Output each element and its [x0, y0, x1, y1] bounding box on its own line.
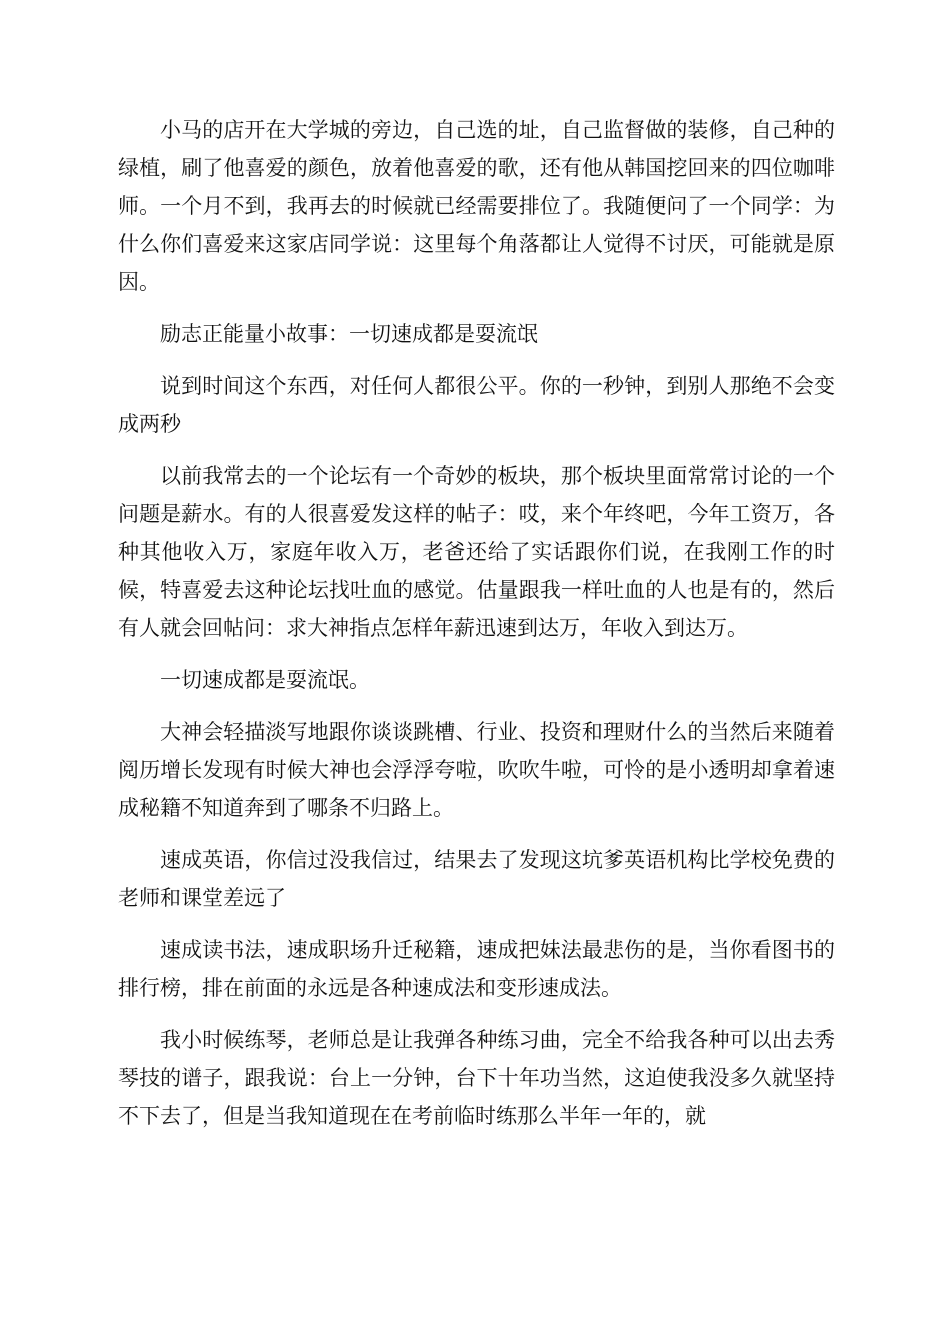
paragraph-shortcut-statement: 一切速成都是耍流氓。 [160, 668, 370, 692]
paragraph-quick-methods: 速成读书法，速成职场升迁秘籍，速成把妹法最悲伤的是，当你看图书的排行榜，排在前面的永远是各种速成法和变形速成法。 [118, 938, 835, 1000]
paragraph-experts: 大神会轻描淡写地跟你谈谈跳槽、行业、投资和理财什么的当然后来随着阅历增长发现有时候大神也会浮浮夸啦，吹吹牛啦，可怜的是小透明却拿着速成秘籍不知道奔到了哪条不归路上。 [118, 720, 835, 820]
paragraph-section-heading: 励志正能量小故事：一切速成都是耍流氓 [160, 322, 538, 346]
paragraph-shop-story: 小马的店开在大学城的旁边，自己选的址，自己监督做的装修，自己种的绿植，刷了他喜爱的颜色，放着他喜爱的歌，还有他从韩国挖回来的四位咖啡师。一个月不到，我再去的时候就已经需要排位了。我随便问了一个同学：为什么你们喜爱来这家店同学说：这里每个角落都让人觉得不讨厌，可能就是原因。 [118, 118, 835, 294]
paragraph-quick-english: 速成英语，你信过没我信过，结果去了发现这坑爹英语机构比学校免费的老师和课堂差远了 [118, 848, 835, 910]
document-body [118, 111, 835, 1135]
paragraph-piano-practice: 我小时候练琴，老师总是让我弹各种练习曲，完全不给我各种可以出去秀琴技的谱子，跟我说：台上一分钟，台下十年功当然，这迫使我没多久就坚持不下去了，但是当我知道现在在考前临时练那么半年一年的，就 [118, 1028, 835, 1128]
paragraph-forum-salary: 以前我常去的一个论坛有一个奇妙的板块，那个板块里面常常讨论的一个问题是薪水。有的人很喜爱发这样的帖子：哎，来个年终吧，今年工资万，各种其他收入万，家庭年收入万，老爸还给了实话跟你们说，在我刚工作的时候，特喜爱去这种论坛找吐血的感觉。估量跟我一样吐血的人也是有的，然后有人就会回帖问：求大神指点怎样年薪迅速到达万，年收入到达万。 [118, 464, 835, 640]
paragraph-time-fairness: 说到时间这个东西，对任何人都很公平。你的一秒钟，到别人那绝不会变成两秒 [118, 374, 835, 436]
